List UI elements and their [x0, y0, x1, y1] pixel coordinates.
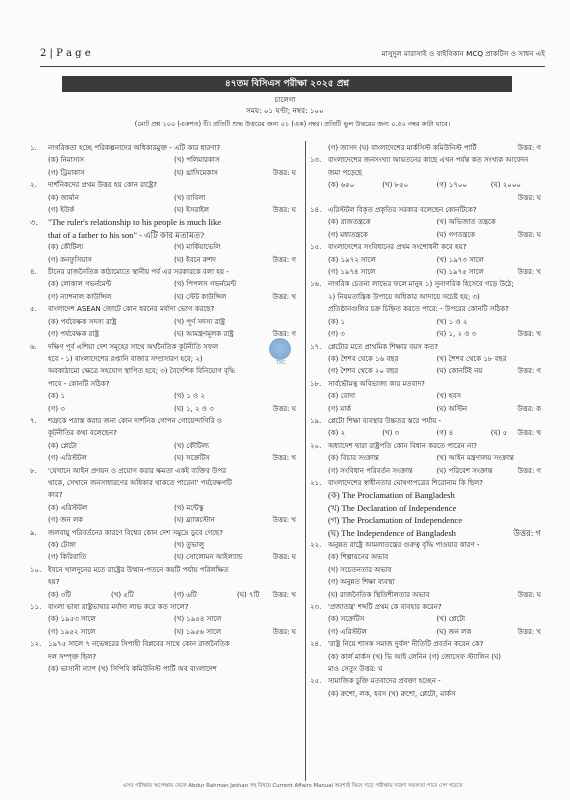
question-text-line: নাগরিকতা হচ্ছে পরিকল্পনাদের অধিকারমুক্ত - এটি কার ধারণা? — [48, 144, 221, 152]
options-group — [30, 154, 300, 179]
question-text: হয়? — [48, 578, 60, 587]
answer-option: (গ) মধ্যতন্ত্রকে — [328, 230, 368, 239]
correct-answer: উত্তর: গ — [272, 255, 296, 264]
question-number: ২১. — [310, 478, 322, 487]
answer-option: (গ) ১৭০০ — [436, 181, 467, 190]
question-number: ১৮. — [310, 379, 322, 388]
answer-option: (ঘ) আমন্ত্রণমূলক রাষ্ট্র উত্তর: গ — [174, 328, 300, 340]
question-text-line: চীনের রাজনৈতিক কাঠামোতে স্থানীয় পর্ব এর সরকারকে বলা হয় - — [48, 268, 229, 277]
correct-answer: উত্তর: খ — [272, 454, 296, 463]
answer-option: (গ) পর্যবেক্ষক রাষ্ট্র — [48, 330, 99, 339]
answer-option: (গ) জন লক — [48, 516, 84, 525]
question-text-line: বাংলাদেশের জনসংখ্যা আয়তনের কাছে এখন পর্যন্ত কত সংখ্যক আবেদন — [328, 156, 529, 165]
question-number: ২. — [30, 181, 37, 190]
answer-option: (খ) মার্কিয়াভেলি — [174, 243, 221, 252]
answer-option: (ক) বিচার সংক্রান্ত — [328, 454, 379, 463]
right-question-column — [310, 142, 545, 700]
question-number: ২৫. — [310, 677, 322, 686]
correct-answer: উত্তর: খ — [272, 292, 296, 301]
answer-option: (গ) ৩ — [48, 404, 65, 413]
answer-option: (ক) ১ — [328, 317, 346, 326]
answer-option: (খ) প্লেটো — [436, 615, 466, 624]
answer-option: (গ) ইউর্ক — [48, 206, 75, 215]
options-group — [310, 216, 545, 241]
watermark-text: TRC — [276, 360, 286, 366]
correct-answer: উত্তর: খ — [272, 590, 296, 599]
options-group — [30, 589, 300, 601]
answer-option: (ঘ) ৫ উত্তর: খ — [491, 427, 545, 439]
answer-option: (গ) জাসদ (ঘ) বাংলাদেশের মার্কসিস্ট কমিউনিস্ট পার্টি উত্তর: গ — [328, 142, 545, 154]
answer-option: (গ) শৈশব থেকে ২০ বছর — [328, 367, 399, 376]
options-group — [310, 427, 545, 439]
question-text: that of a father to his son" - এটি কার মতামত? — [48, 229, 205, 240]
answer-option: (খ) তুভালু — [174, 541, 204, 549]
answer-option: (গ) ৩ — [328, 330, 345, 339]
question-text — [310, 204, 545, 216]
answer-option: (গ) এরিস্টটল — [48, 454, 87, 463]
question-text — [310, 675, 545, 687]
question-text-line: শত্রুকে পরাস্ত করার জন্য কোন দার্শনিক গোপন গোয়েন্দাগিরি ও — [48, 416, 222, 425]
question-item — [30, 465, 300, 527]
answer-option: (ঘ) সক্রেটিস উত্তর: খ — [174, 452, 300, 464]
answer-option: (ঘ) ২০০০ উত্তর: ঘ — [491, 179, 545, 204]
question-item — [310, 477, 545, 539]
question-text-line: বাংলা ভাষা রাষ্ট্রভাষার মর্যাদা লাভ করে কত সালে? — [48, 603, 189, 612]
question-item — [310, 154, 545, 204]
answer-option: (ক) ২ — [328, 429, 346, 438]
answer-option: (ক) কার্ল মার্কস (খ) ভি আই লেনিন (গ) জোসেফ স্ট্যালিন (ঘ) — [328, 652, 502, 661]
options-group — [30, 192, 300, 217]
question-text — [310, 601, 545, 613]
question-item — [30, 266, 300, 303]
correct-answer: উত্তর: গ — [513, 527, 541, 538]
question-number: ২০. — [310, 441, 322, 450]
answer-option: (খ) মন্টেস্কু — [174, 503, 204, 512]
question-item — [310, 278, 545, 340]
options-group — [30, 241, 300, 266]
question-number: ১. — [30, 144, 37, 152]
question-text — [30, 179, 300, 191]
question-item — [310, 539, 545, 601]
correct-answer: উত্তর: খ — [517, 330, 541, 339]
answer-option: (ক) The Proclamation of Bangladesh — [328, 490, 455, 501]
answer-option: (গ) ১৯৭৪ সালে — [328, 268, 376, 277]
left-question-column — [30, 142, 300, 675]
question-text-line: সামাজিক চুক্তি মতবাদের প্রবক্তা হচ্ছেন - — [328, 677, 441, 686]
question-text-line: ইবনে খালদুনের মতে রাষ্ট্রের উত্থান-পতনে কয়টি পর্যায় পরিলক্ষিত — [48, 565, 229, 574]
options-group — [30, 663, 300, 675]
question-item — [310, 415, 545, 440]
answer-option: (ঘ) গণতন্ত্রকে উত্তর: ঘ — [437, 229, 546, 241]
answer-option: (ক) শৈশব থেকে ১৬ বছর — [328, 354, 399, 363]
question-item — [30, 179, 300, 216]
answer-option: (ক) টোঙ্গা — [48, 541, 76, 549]
question-text-line: বাংলাদেশের সংবিধানের প্রথম সংশোধনী কবে হয়? — [328, 243, 467, 252]
answer-option: (ক) রাজতন্ত্রকে — [328, 218, 371, 227]
question-text-line: 'প্রজাতন্ত্র' শব্দটি প্রথম কে ব্যবহার করেন? — [328, 603, 442, 612]
question-text: কূটনীতির কথা বলেছেন? — [48, 429, 117, 438]
page-number: 2 | P a g e — [40, 48, 91, 59]
options-group — [310, 651, 545, 676]
correct-answer: উত্তর: ক — [517, 404, 541, 413]
answer-option: (ঘ) জন লক উত্তর: খ — [437, 626, 546, 638]
question-text: পাবে - কোনটি সঠিক? — [48, 379, 110, 388]
correct-answer: উত্তর: গ — [517, 367, 541, 376]
answer-option: (ক) এরিস্টটল — [48, 503, 88, 512]
question-text: হবে - ১) বাংলাদেশের রপ্তানি বাজার সম্প্রসারণ হবে; ২) — [48, 354, 203, 363]
question-item — [30, 527, 300, 564]
question-text-line: দক্ষিণ পূর্ব এশিয়া দেশ সমূহের সাথে অর্থনৈতিক কূটনীতি সফল — [48, 342, 219, 351]
answer-option: (খ) ৮৫০ — [382, 181, 409, 190]
answer-option: (খ) সচেতনতার অভাব — [328, 565, 392, 574]
question-text: ২) নিয়মতান্ত্রিক উপায়ে অধিকার আদায়ে সচেষ্ট হয়; ৩) — [328, 292, 480, 301]
question-number: ১০. — [30, 565, 42, 574]
answer-option: (ক) কৌটিল্য — [48, 243, 84, 252]
answer-option: (ঘ) ইবনে রুশদ উত্তর: গ — [174, 254, 300, 266]
question-item — [310, 378, 545, 415]
options-group — [310, 390, 545, 415]
question-item — [310, 601, 545, 638]
correct-answer: উত্তর: ঘ — [517, 590, 541, 599]
question-text — [30, 601, 300, 613]
question-text — [30, 527, 300, 539]
answer-option: (ঘ) ১, ২ ও ৩ উত্তর: ঘ — [174, 403, 300, 415]
answer-option: (খ) পিপলস গভর্নমেন্ট — [174, 280, 237, 289]
question-text — [310, 341, 545, 353]
correct-answer: উত্তর: গ — [272, 330, 296, 339]
question-text-line: 'রাষ্ট্র নিয়ে শাসক সমাজ দুর্বল' নীতিটি প্রবর্তন করেন কে? — [328, 640, 484, 649]
page-header — [40, 46, 545, 64]
options-group — [310, 613, 545, 638]
watermark-logo — [255, 338, 307, 368]
question-text-line: "The ruler's relationship to his people is much like — [48, 217, 222, 228]
question-text — [30, 415, 300, 427]
time-and-marks: সময়: ০১ ঘণ্টা; নম্বর: ১০০ — [246, 106, 324, 115]
question-text — [310, 154, 545, 166]
question-number: ৩. — [30, 217, 38, 228]
question-text — [30, 142, 300, 154]
answer-option: (ক) লোকাল গভর্নমেন্ট — [48, 280, 112, 289]
correct-answer: উত্তর: ঘ — [517, 230, 541, 239]
correct-answer: উত্তর: ঘ — [272, 404, 296, 413]
header-text: মাসুদুল মারাসাই ও বাইবিকান MCQ প্রাকটিস ও সাধন এই — [381, 49, 545, 58]
question-text-line: বাংলাদেশ ASEAN জোটে কোন ধরনের মর্যাদা ভোগ করছে? — [48, 305, 215, 314]
answer-option: মাও সেতুং উত্তর: ঘ — [328, 665, 383, 674]
answer-option: (ক) পর্যবেক্ষক সদস্য রাষ্ট্র — [48, 317, 117, 326]
answer-option: (ক) রুশো, লক, হবস (খ) রুশো, প্লেটো, মার্কস — [328, 689, 456, 698]
page-footer: এসব পরীক্ষার অপেক্ষায় থেকে Abdur Rahman Jeshan সহ বিষয়ে Current Affairs Manual অবশ্যই কিনে পড়ে পরীক্ষায় দারুণ সফলতা পাবে দেশ গড়তে — [122, 783, 463, 789]
answer-option: (ক) নিমাসাস — [48, 156, 84, 165]
question-number: ২৩. — [310, 603, 322, 612]
question-text-line: দার্শনিকদের প্রথম উত্তর হয় কোন রাষ্ট্রে? — [48, 181, 157, 190]
question-item — [30, 303, 300, 340]
answer-option: (ক) জার্মান — [48, 193, 79, 202]
answer-option: (ঘ) থ্রাসিমেকাস উত্তর: ঘ — [174, 167, 300, 179]
correct-answer: উত্তর: খ — [517, 268, 541, 277]
question-text — [310, 278, 545, 290]
answer-option: (ঘ) ১৯৫৬ সালে উত্তর: ঘ — [174, 626, 300, 638]
correct-answer: উত্তর: ঘ — [272, 553, 296, 562]
answer-option: (ঘ) ১, ২ ও ৩ উত্তর: খ — [437, 328, 546, 340]
answer-option: (গ) এরিস্টটল — [328, 627, 367, 636]
options-group — [310, 316, 545, 341]
question-number: ১৭. — [310, 342, 322, 351]
answer-option: (খ) অভিজাত তন্ত্রকে — [436, 218, 496, 227]
question-text-line: অধ্যাদেশ দ্বারা রাষ্ট্রপতি কোন বিধান করতে পারেন না? — [328, 441, 478, 450]
question-item — [30, 216, 300, 266]
question-text-line: নাগরিক চেতনা লাভের ফলে মানুষ ১) সুনাগরিক হিসেবে গড়ে উঠে; — [328, 280, 514, 289]
options-group — [310, 353, 545, 378]
answer-option: (ক) প্লেটো — [48, 441, 77, 450]
answer-option: (খ) আইন মন্ত্রণালয় সংক্রান্ত — [436, 454, 514, 463]
question-text — [310, 539, 545, 551]
question-item — [30, 638, 300, 675]
column-divider — [305, 141, 306, 781]
correct-answer: উত্তর: খ — [517, 429, 541, 438]
answer-option: (গ) কিরিবাতি — [48, 553, 87, 562]
globe-icon — [269, 338, 291, 360]
question-text-line: বাংলাদেশের স্বাধীনতার ঘোষণাপত্রের শিরোনাম কি ছিল? — [328, 478, 484, 487]
exam-subject: চালেগা — [274, 95, 296, 104]
question-number: ১৩. — [310, 156, 322, 165]
answer-option: (ক) শিল্পায়নের অভাব — [328, 553, 389, 562]
answer-option: (ঘ) কোনটিই নয় উত্তর: গ — [437, 365, 546, 377]
answer-option: (ঘ) ৭টি উত্তর: খ — [237, 589, 300, 601]
answer-option: (গ) ট্রিমাকাস — [48, 168, 85, 177]
answer-option: (গ) মার্ক — [328, 404, 352, 413]
options-group — [30, 390, 300, 415]
options-group — [310, 551, 545, 601]
question-number: ২২. — [310, 541, 322, 549]
question-item — [30, 564, 300, 601]
question-text-line: সার্বভৌমত্ব অবিভাজ্য কার মতবাদ? — [328, 379, 425, 388]
answer-option: (ক) ১৯৫৩ সালে — [48, 615, 96, 624]
question-number: ৯. — [30, 528, 37, 537]
options-group — [310, 142, 545, 154]
exam-title: ৪৭তম বিসিএস পরীক্ষা ২০২৫ প্রশ্ন — [62, 76, 512, 92]
options-group — [310, 489, 545, 539]
options-group — [310, 452, 545, 477]
answer-option: (ঘ) ইসরাইল উত্তর: ঘ — [174, 204, 300, 216]
options-group — [30, 539, 300, 564]
answer-option: (গ) সংবিধান পরিবর্তন সংক্রান্ত — [328, 466, 413, 475]
answer-option: (গ) ৪ — [436, 429, 454, 438]
question-text — [310, 477, 545, 489]
answer-option: (খ) The Declaration of Independence — [328, 502, 457, 513]
question-number: ৮. — [30, 466, 37, 475]
answer-option: (ক) সক্রেটিস — [328, 615, 365, 624]
question-text — [30, 564, 300, 576]
correct-answer: উত্তর: গ — [517, 144, 541, 152]
question-text-line: এরিস্টটল বিকৃত প্রকৃতির সরকার বলেছেন কোনটিকে? — [328, 206, 477, 215]
question-item — [310, 204, 545, 241]
question-number: ১৯. — [310, 416, 322, 425]
options-group — [310, 179, 545, 204]
question-text — [30, 638, 300, 650]
answer-option: (খ) শৈশব থেকে ১৮ বছর — [436, 354, 507, 363]
question-text: থাকে, সেখানে জনসাধারণের অধিকার থাকতে পারেনা' পর্যবেক্ষণটি — [48, 478, 232, 487]
answer-option: (ক) ১৯৭২ সালে — [328, 255, 376, 264]
answer-option: (ঘ) ১৯৭৫ সালে উত্তর: খ — [437, 266, 546, 278]
answer-option: (ক) ৬৫০ — [328, 181, 355, 190]
question-text-line: 'যেখানে আইন প্রণয়ন ও প্রয়োগ করার ক্ষমতা একই ব্যক্তির উপর — [48, 466, 227, 475]
answer-option: (খ) ১৯৫৪ সালে — [174, 615, 222, 624]
header-divider — [40, 66, 545, 67]
question-text: প্রতিষ্ঠানগুলির চক্র চিহ্নিত করতে পারে: - উপরের কোনটি সঠিক? — [328, 305, 509, 314]
question-item — [30, 415, 300, 465]
question-text-line: প্লেটো শিক্ষা ব্যবস্থার উচ্চতর স্তরে পর্যায় - — [328, 416, 442, 425]
answer-option: (গ) ৬টি — [174, 590, 197, 599]
answer-option: (গ) The Proclamation of Independence — [328, 515, 463, 526]
answer-option: (খ) পূর্ণ সদস্য রাষ্ট্র — [174, 317, 226, 326]
question-item — [310, 638, 545, 675]
question-number: ৪. — [30, 268, 37, 277]
question-number: ৬. — [30, 342, 37, 351]
answer-option: (খ) কৌটিল্য — [174, 441, 210, 450]
answer-option: (গ) অনুন্নত শিক্ষা ব্যবস্থা — [328, 578, 395, 587]
answer-option: (গ) ১৯৫২ সালে — [48, 627, 96, 636]
answer-option: (ক) ভাসানী ন্যাপ (খ) সিপিবি কমিউনিস্ট পার্টি অব বাংলাদেশ — [48, 665, 217, 674]
answer-option: (খ) ১ ও ২ — [174, 392, 205, 401]
question-item — [310, 440, 545, 477]
question-text-line: প্লেটোর মতে প্রাথমিক শিক্ষার বয়স কত? — [328, 342, 438, 351]
answer-option: (ঘ) ব্ল্যাকস্টোন উত্তর: খ — [174, 514, 300, 526]
options-group — [30, 502, 300, 527]
question-number: ৫. — [30, 305, 37, 314]
correct-answer: উত্তর: ঘ — [272, 168, 296, 177]
question-text: অবকাঠামো ক্ষেত্রে সহযোগ স্থাপিত হবে; ৩) বৈদেশিক বিনিয়োগ বৃদ্ধি — [48, 367, 236, 376]
answer-option: (খ) ৩ — [382, 429, 400, 438]
answer-option: (খ) ১ ও ২ — [436, 317, 468, 326]
question-text-line: ১৯৭৫ সালে ৭ নভেম্বরের সিপাহী বিপ্লবের সাথে কোন রাজনৈতিক — [48, 640, 230, 649]
answer-option: (ঘ) পরিবেশ সংক্রান্ত উত্তর: গ — [437, 465, 546, 477]
answer-option: (খ) বাবিলা — [174, 193, 206, 202]
options-group — [30, 613, 300, 638]
answer-option: (খ) পলিমারকাস — [174, 156, 220, 165]
question-item — [30, 601, 300, 638]
answer-option: (খ) ৫টি — [111, 590, 134, 599]
correct-answer: উত্তর: ঘ — [272, 206, 296, 215]
question-number: ১৬. — [310, 280, 322, 289]
question-text — [310, 241, 545, 253]
question-item — [310, 142, 545, 154]
question-number: ১৪. — [310, 206, 322, 215]
question-text-line: জলবায়ু পরিবর্তনের কারণে বিশ্বের কোন দেশ সমুদ্রে ডুবে গেছে? — [48, 528, 223, 537]
question-number: ১৫. — [310, 243, 322, 252]
options-group — [30, 316, 300, 341]
answer-option: (গ) কনফুসিয়াস — [48, 255, 92, 264]
question-number: ২৪. — [310, 640, 322, 649]
question-text — [30, 266, 300, 278]
question-text: জমা পড়েছে — [328, 168, 363, 177]
answer-option: (ঘ) রাজনৈতিক স্থিতিশীলতার অভাব উত্তর: ঘ — [328, 589, 545, 601]
correct-answer: উত্তর: খ — [517, 627, 541, 636]
options-group — [310, 688, 545, 700]
question-item — [310, 675, 545, 700]
question-text — [30, 216, 300, 228]
question-number: ১১. — [30, 603, 42, 612]
question-number: ৭. — [30, 416, 37, 425]
answer-option: (ক) বোদা — [328, 392, 356, 401]
answer-option: (ঘ) অস্টিন উত্তর: ক — [437, 403, 546, 415]
question-text: কার? — [48, 491, 63, 500]
question-text — [310, 440, 545, 452]
answer-option: (ঘ) সোলোমন আইল্যান্ড উত্তর: ঘ — [174, 551, 300, 563]
question-item — [310, 241, 545, 278]
correct-answer: উত্তর: খ — [272, 516, 296, 525]
question-item — [30, 142, 300, 179]
correct-answer: উত্তর: গ — [517, 466, 541, 475]
question-text — [310, 638, 545, 650]
answer-option: (ক) ১ — [48, 392, 66, 401]
question-text — [310, 378, 545, 390]
answer-option: (ক) ৩টি — [48, 590, 71, 599]
question-text — [30, 465, 300, 477]
question-item — [310, 341, 545, 378]
options-group — [310, 254, 545, 279]
question-number: ১২. — [30, 640, 42, 649]
question-text: দল সম্পৃক্ত ছিল? — [48, 652, 97, 661]
question-text — [30, 303, 300, 315]
options-group — [30, 440, 300, 465]
answer-option: (গ) ন্যাশনাল কাউন্সিল — [48, 292, 112, 301]
question-text — [310, 415, 545, 427]
correct-answer: উত্তর: ঘ — [517, 193, 541, 202]
correct-answer: উত্তর: ঘ — [272, 627, 296, 636]
question-text-line: অনুন্নত রাষ্ট্রে আমলাতন্ত্রের গুরুত্ব বৃদ্ধি পাওয়ার কারণ - — [328, 541, 480, 549]
options-group — [30, 278, 300, 303]
answer-option: (খ) হবস — [436, 392, 461, 401]
answer-option: (ঘ) The Independence of Bangladesh উত্তর: গ — [328, 527, 545, 539]
answer-option: (খ) ১৯৭৩ সালে — [436, 255, 484, 264]
answer-option: (ঘ) স্টেট কাউন্সিল উত্তর: খ — [174, 291, 300, 303]
exam-instructions: (মোট প্রশ্ন ১০০ (একশত) টি। প্রতিটি শুদ্ধ উত্তরের জন্য ০১ (এক) নম্বর। প্রতিটি ভুল উত্তরের জন্য ০.৫০ নম্বর কাটা যাবে। — [134, 120, 451, 128]
